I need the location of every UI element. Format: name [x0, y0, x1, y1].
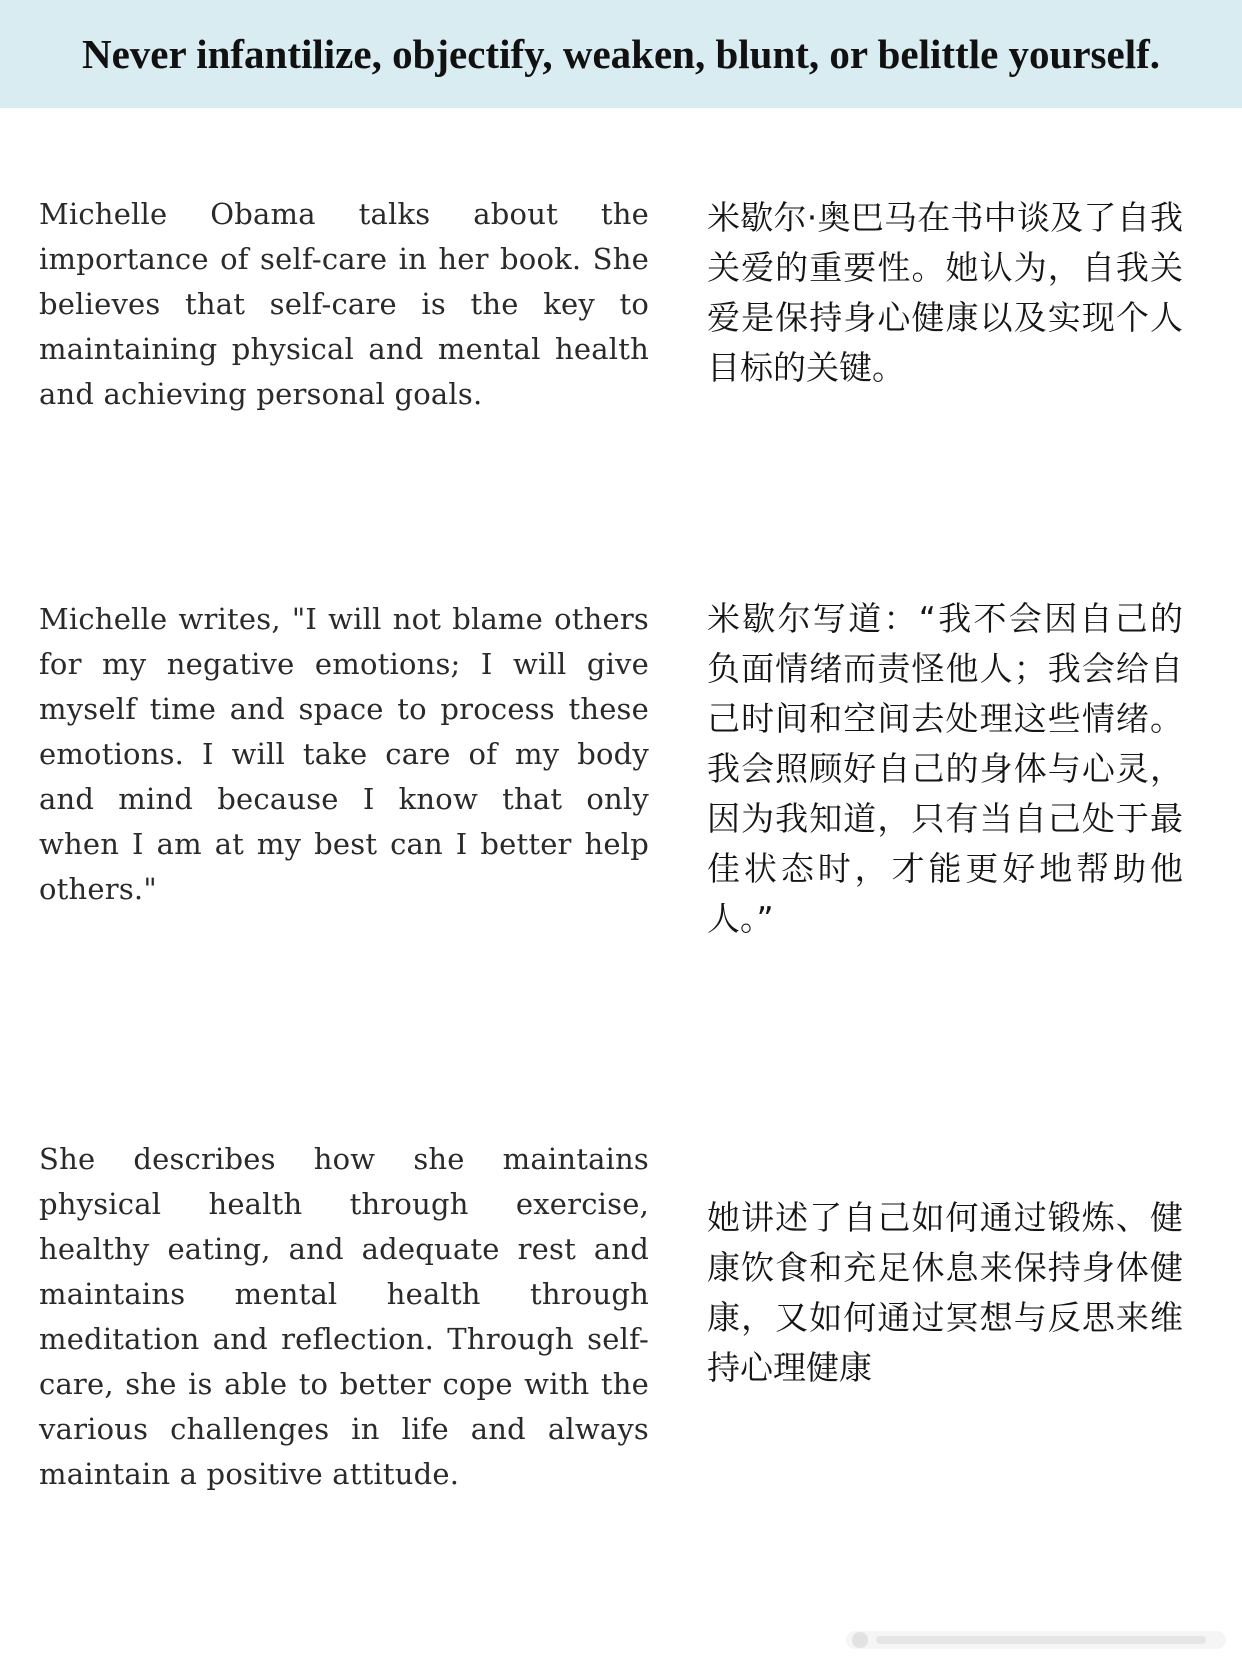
chinese-paragraph-1: 米歇尔·奥巴马在书中谈及了自我关爱的重要性。她认为，自我关爱是保持身心健康以及实现个人目标的关键。 — [707, 198, 1183, 387]
english-paragraph-2: Michelle writes, "I will not blame others for my negative emotions; I will give myself time and space to process these emotions. I will take care of my body and mind because I know that only when I am at my best can I better help others." — [39, 602, 649, 906]
english-paragraph-1: Michelle Obama talks about the importance of self-care in her book. She believes that self-care is the key to maintaining physical and mental health and achieving personal goals. — [39, 197, 649, 411]
chinese-paragraph-3: 她讲述了自己如何通过锻炼、健康饮食和充足休息来保持身体健康，又如何通过冥想与反思来维持心理健康 — [707, 1198, 1183, 1387]
watermark-logo — [846, 1625, 1226, 1655]
page-title: Never infantilize, objectify, weaken, blunt, or belittle yourself. — [81, 31, 1160, 77]
english-paragraph-3: She describes how she maintains physical health through exercise, healthy eating, and adequate rest and maintains mental health through meditation and reflection. Through self-care, she is able to better cope with the various challenges in life and always maintain a positive attitude. — [39, 1142, 649, 1491]
title-banner — [0, 0, 1242, 108]
chinese-paragraph-2: 米歇尔写道：“我不会因自己的负面情绪而责怪他人；我会给自己时间和空间去处理这些情绪。我会照顾好自己的身体与心灵，因为我知道，只有当自己处于最佳状态时，才能更好地帮助他人。” — [707, 599, 1183, 938]
